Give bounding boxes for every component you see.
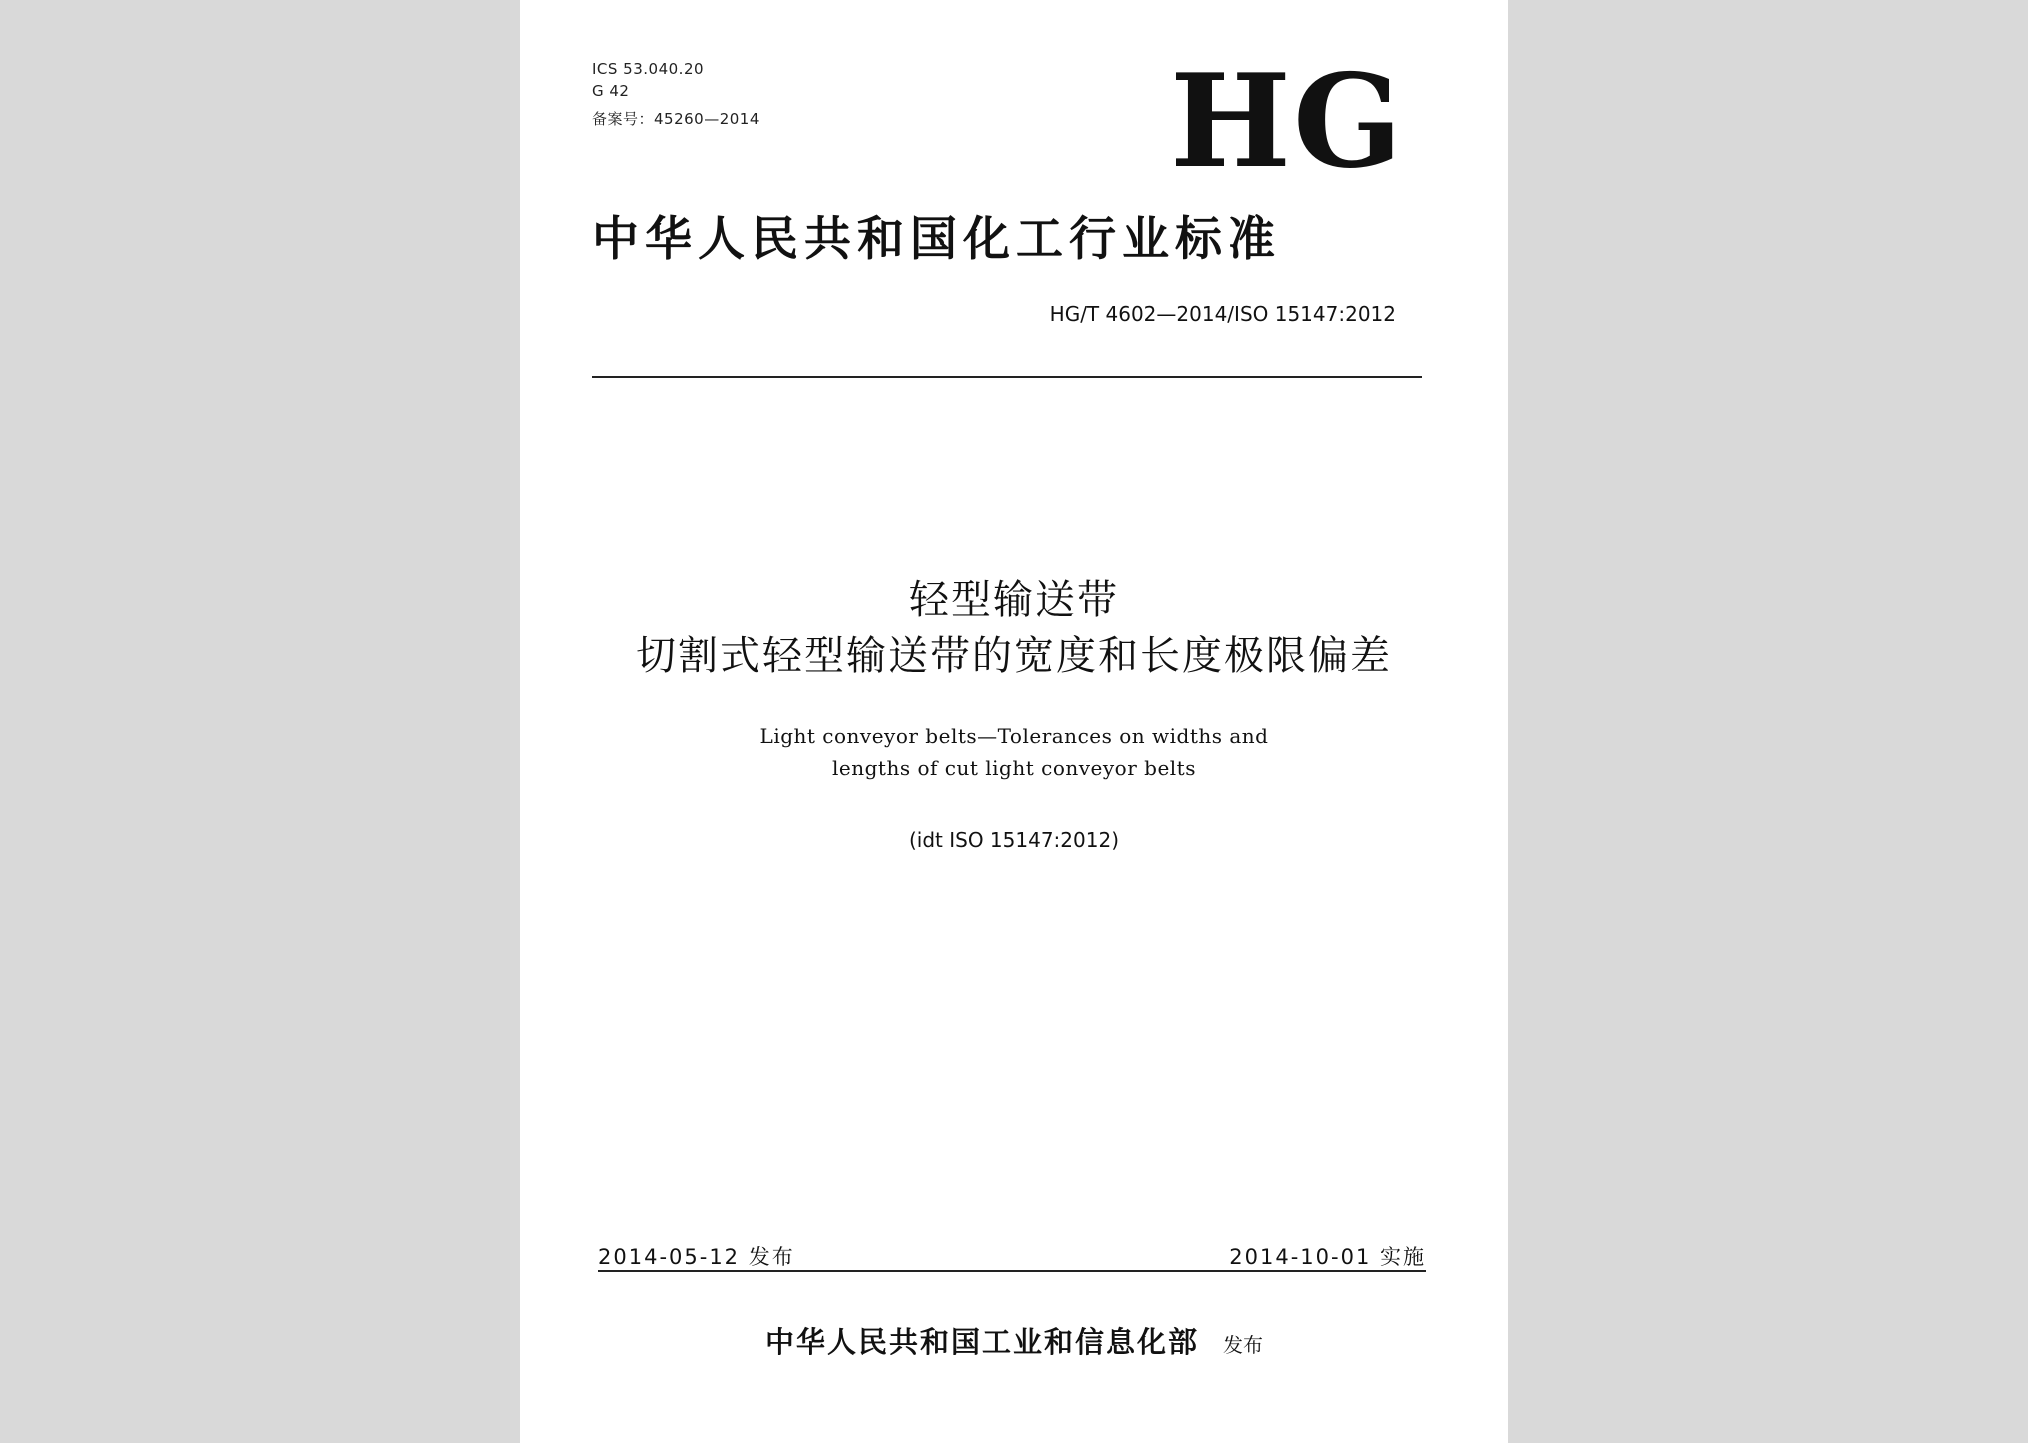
title-cn-line1: 轻型输送带 <box>909 577 1119 623</box>
hg-logo: HG <box>1170 47 1405 197</box>
ccs-code: G 42 <box>592 82 630 100</box>
idt-reference: (idt ISO 15147:2012) <box>908 828 1119 852</box>
publisher-line <box>520 1320 1508 1361</box>
bottom-divider <box>598 1270 1426 1272</box>
title-cn-line2: 切割式轻型输送带的宽度和长度极限偏差 <box>636 633 1392 679</box>
top-divider <box>592 376 1422 378</box>
record-number: 备案号：45260—2014 <box>592 110 760 128</box>
ics-code: ICS 53.040.20 <box>592 60 705 78</box>
implement-date: 2014-10-01 实施 <box>1229 1245 1426 1269</box>
document-page <box>520 0 1508 1443</box>
standard-organization-title: 中华人民共和国化工行业标准 <box>592 212 1281 267</box>
publisher-name: 中华人民共和国工业和信息化部 <box>764 1325 1199 1359</box>
issue-date: 2014-05-12 发布 <box>598 1245 795 1269</box>
publish-label: 发布 <box>1223 1333 1263 1357</box>
title-en-line2: lengths of cut light conveyor belts <box>832 756 1196 780</box>
standard-code: HG/T 4602—2014/ISO 15147:2012 <box>1049 302 1396 326</box>
title-en-line1: Light conveyor belts—Tolerances on widths and <box>759 724 1269 748</box>
